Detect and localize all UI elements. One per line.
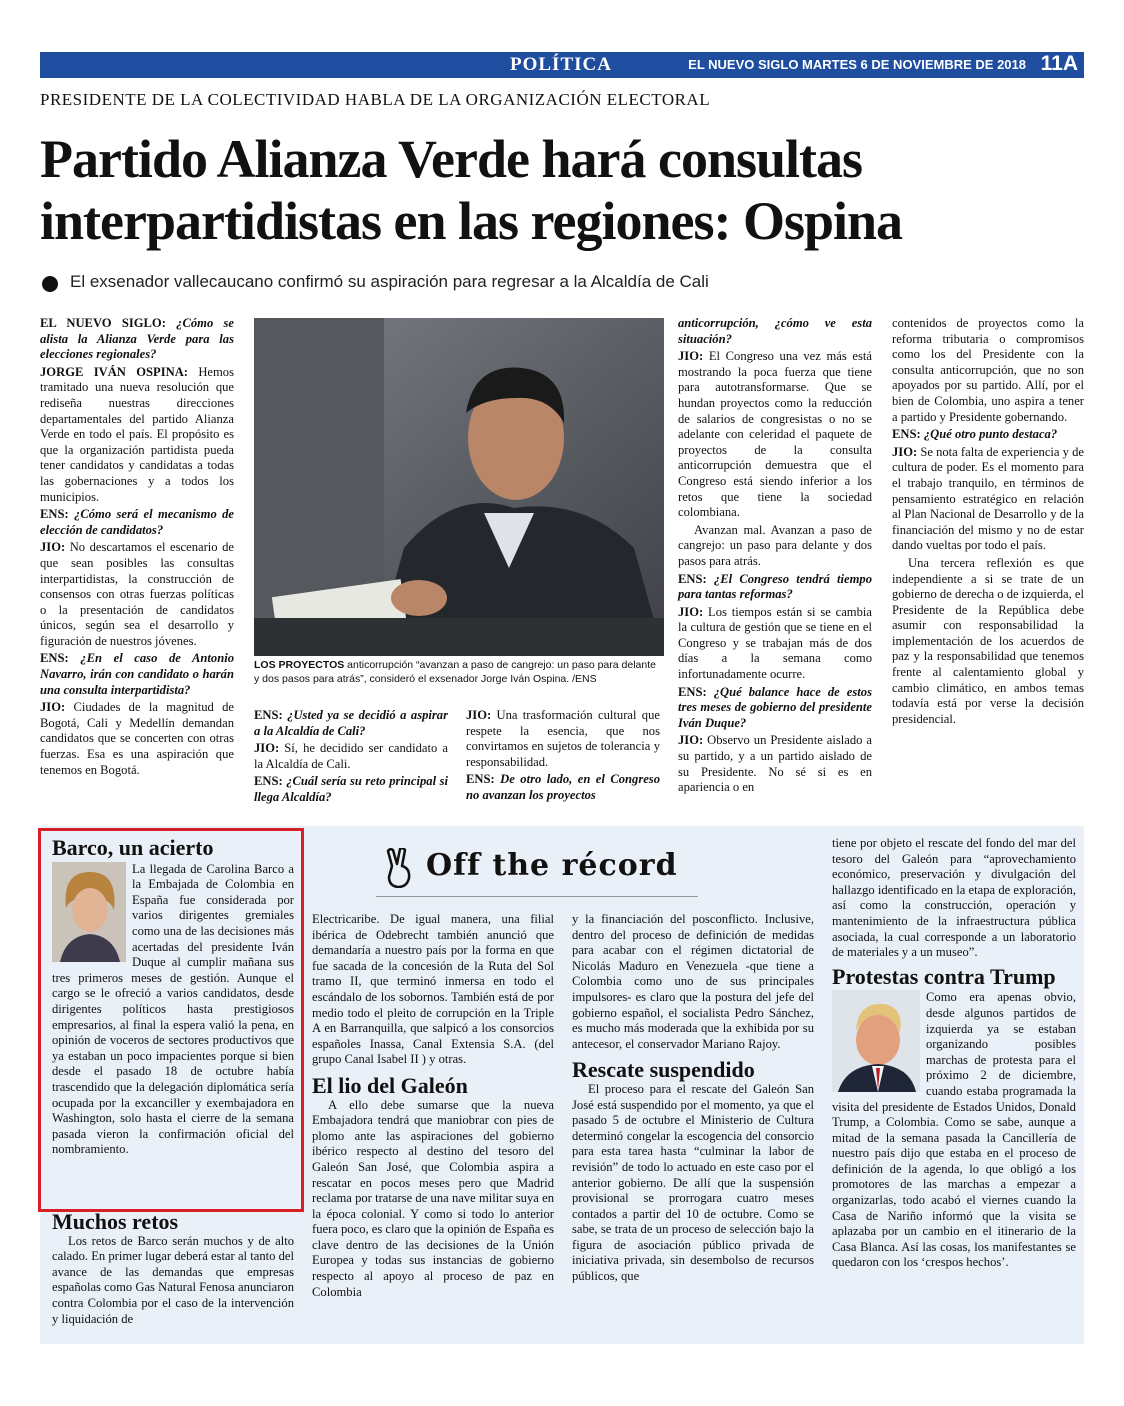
item-title: Protestas contra Trump	[832, 963, 1056, 989]
photo-caption	[254, 658, 664, 686]
article-photo	[254, 318, 664, 656]
speaker-label: JIO:	[678, 349, 704, 364]
title-rule	[376, 896, 698, 897]
off-record-column-3	[572, 912, 814, 1285]
peace-hand-icon	[382, 848, 418, 888]
off-the-record-title: Off the récord	[426, 848, 678, 883]
speaker-label: JIO:	[466, 708, 492, 722]
item-text: y la financiación del posconflicto. Inclusive, dentro del proceso de definición de medidas para acabar con el régimen dictatorial de Nicolás Maduro en Venezuela -que tiene a Colombia como uno de sus principales impulsores- es claro que la postura del jefe del gobierno español, el socialista Pedro Sánchez, es mucho más moderada que la exhibida por su antecesor, el conservador Mariano Rajoy.	[572, 912, 814, 1051]
speaker-label: ENS:	[254, 708, 288, 722]
portrait-image	[832, 990, 920, 1092]
speaker-label: ENS:	[254, 774, 287, 789]
speaker-label: JIO:	[40, 700, 66, 715]
photo-illustration	[254, 318, 664, 656]
speaker-label: JIO:	[678, 733, 704, 748]
speaker-label: ENS:	[40, 651, 81, 666]
answer-text: Se nota falta de experiencia y de cultura de poder. Es el momento para el trabajo tranquilo, en términos de pensamiento estratégico en relación al Plan Nacional de Desarrollo y de la financiación del mismo y no de estar dando vueltas por todo el país.	[892, 444, 1084, 553]
speaker-label: JORGE IVÁN OSPINA:	[40, 364, 188, 379]
retos-item	[52, 1209, 294, 1327]
answer-text: No descartamos el escenario de que sean posibles las consultas interpartidistas, la construcción de consensos con otras fuerzas políticas o la presentación de candidatos únicos, según sea el desarrollo y figuración de nuestros jóvenes.	[40, 540, 234, 648]
answer-text: Los tiempos están si se cambia la cultura de gestión que se tiene en el Congreso y se trabajan más de dos días a la semana como infortunadamente ocurre.	[678, 604, 872, 682]
article-column-5	[892, 316, 1084, 729]
speaker-label: ENS:	[40, 507, 75, 522]
question-text: De otro lado, en el Congreso no avanzan los proyectos	[466, 772, 661, 802]
question-text: ¿El Congreso tendrá tiempo para tantas reformas?	[678, 571, 872, 602]
headline-line-2: interpartidistas en las regiones: Ospina	[40, 191, 903, 251]
article-column-2	[254, 708, 448, 808]
article-kicker: PRESIDENTE DE LA COLECTIVIDAD HABLA DE LA ORGANIZACIÓN ELECTORAL	[40, 90, 711, 109]
item-title: Rescate suspendido	[572, 1057, 755, 1083]
off-record-column-4	[832, 836, 1076, 1271]
question-text: ¿Usted ya se decidió a aspirar a la Alcaldía de Cali?	[254, 708, 448, 738]
answer-text: Una tercera reflexión es que independiente a si se trate de un gobierno de derecha o de izquierda, el Presidente de la República debe asumir con responsabilidad la implementación de los acuerdos de paz y la responsabilidad que tenemos frente al calentamiento global y cambio climático, en ambos temas todavía está por verse la decisión presidencial.	[892, 555, 1084, 726]
barco-portrait	[52, 862, 126, 962]
question-text: ¿Cuál sería su reto principal si llega Alcaldía?	[254, 774, 448, 804]
speaker-label: JIO:	[892, 444, 918, 459]
speaker-label: JIO:	[254, 741, 280, 756]
item-title: Muchos retos	[52, 1209, 179, 1234]
article-column-3	[466, 708, 660, 806]
publication-date: EL NUEVO SIGLO MARTES 6 DE NOVIEMBRE DE 2018	[688, 57, 1026, 72]
headline-line-1: Partido Alianza Verde hará consultas	[40, 129, 863, 189]
item-text: Los retos de Barco serán muchos y de alto calado. En primer lugar deberá estar al tanto del avance de las demandas que empresas españolas como Gas Natural Fenosa anunciaron contra Colombia por el caso de la intervención y liquidación de	[52, 1233, 294, 1326]
speaker-label: ENS:	[678, 684, 714, 699]
item-title: El lio del Galeón	[312, 1072, 468, 1098]
section-name: POLÍTICA	[510, 54, 612, 75]
item-text: Electricaribe. De igual manera, una filial ibérica de Odebrecht también anunció que demandaría a nuestro país por la forma en que fue sacada de la concesión de la Ruta del Sol tramo II, que terminó inmersa en todo el escándalo de los sobornos. También está de por medio todo el pleito de corrupción en la Triple A en Barranquilla, que salpicó a los consorcios españoles Inassa, Canal Extensia S.A. (del grupo Canal Isabel II ) y otras.	[312, 912, 554, 1067]
item-text: A ello debe sumarse que la nueva Embajadora tendrá que maniobrar con pies de plomo ante las aspiraciones del gobierno ibérico respecto al destino del tesoro del Galeón San José, que Colombia aspira a rescatar en pocos meses pero que Madrid reclama por tratarse de una nave militar suya en la época colonial. Y como si todo lo anterior fuera poco, es claro que la opinión de España es clave dentro de las decisiones de la Unión Europea y todas sus instancias de gobierno respecto al apoyo al proceso de paz en Colombia	[312, 1097, 554, 1299]
question-text: ¿Qué otro punto destaca?	[923, 427, 1058, 442]
off-record-column-2	[312, 912, 554, 1300]
item-title: Barco, un acierto	[52, 835, 214, 860]
answer-text: Observo un Presidente aislado a su partido, y a un partido aislado de su Presidente. No sé si es en apariencia o en	[678, 733, 872, 795]
answer-text: El Congreso una vez más está mostrando la poca fuerza que tiene para autotransformarse. Que se hundan proyectos como la reducción de salarios de congresistas o no se adelante con celeridad el paquete de proyectos de la consulta anticorrupción demuestra que el Congreso está siendo inferior a los retos que tiene la sociedad colombiana.	[678, 349, 872, 520]
article-column-4	[678, 316, 872, 798]
answer-text: Una trasformación cultural que respete la esencia, que nos convirtamos en sujetos de tolerancia y responsabilidad.	[466, 708, 660, 769]
article-subhead: El exsenador vallecaucano confirmó su aspiración para regresar a la Alcaldía de Cali	[70, 272, 709, 291]
question-text: anticorrupción, ¿cómo ve esta situación?	[678, 316, 872, 346]
trump-portrait	[832, 990, 920, 1092]
question-text: ¿Qué balance hace de estos tres meses de gobierno del presidente Iván Duque?	[678, 684, 872, 730]
question-text: ¿Cómo será el mecanismo de elección de candidatos?	[40, 507, 235, 537]
answer-text: contenidos de proyectos como la reforma tributaria o compromisos como los del Presidente con la consulta anticorrupción, que no son apoyados por su partido. Allí, por el bien de Colombia, uno aspira a tener a partido y Presidente gobernando.	[892, 316, 1084, 424]
speaker-label: ENS:	[892, 427, 924, 442]
barco-item	[52, 835, 294, 1158]
item-text: La llegada de Carolina Barco a la Embajada de Colombia en España fue considerada por varios dirigentes gremiales como una de las decisiones más acertadas del presidente Iván Duque al cumplir mañana sus tres primeros meses de gestión. Aunque el cargo se le ofreció a varios candidatos, desde dirigentes políticos hasta prestigiosos empresarios, al final la espera valió la pena, en opinión de voceros de sectores productivos que ya estaban un poco impacientes porque si bien desde el pasado 18 de octubre había trascendido que la delegación diplomática sería ocupada por la excanciller y exembajadora en Washington, solo hasta el cierre de la semana pasada vieron la confirmación oficial del nombramiento.	[52, 861, 294, 1157]
speaker-label: ENS:	[678, 571, 714, 586]
item-text: El proceso para el rescate del Galeón San José está suspendido por el momento, ya que el pasado 5 de octubre el Ministerio de Cultura determinó congelar la escogencia del consorcio para esta tarea hasta “culminar la labor de revisión” de todo lo actuado en este caso por el anterior gobierno. De allí que la suspensión provisional se prorrogara cuatro meses contados a partir del 10 de octubre. Como se sabe, se trata de un proceso de selección bajo la figura de asociación público privada de iniciativa privada, sin desembolso de recursos públicos, que	[572, 1081, 814, 1284]
caption-text: anticorrupción “avanzan a paso de cangrejo: un paso para delante y dos pasos para atrás”, consideró el exsenador Jorge Iván Ospina. /ENS	[254, 659, 656, 685]
question-text: ¿En el caso de Antonio Navarro, irán con candidato o harán una consulta interpartidista?	[40, 651, 234, 697]
speaker-label: ENS:	[466, 772, 501, 787]
page-number: 11A	[1040, 52, 1078, 75]
item-text: Como era apenas obvio, desde algunos partidos de izquierda ya se estaban organizando posibles marchas de protesta para el próximo 2 de diciembre, cuando estaba programada la visita del presidente	[832, 990, 1076, 1114]
answer-text: Ciudades de la magnitud de Bogotá, Cali y Medellín demandan candidatos que se concerten con otras fuerzas. Esa es una aspiración que tenemos en Bogotá.	[40, 700, 234, 777]
answer-text: Avanzan mal. Avanzan a paso de cangrejo: un paso para delante y dos pasos para atrás.	[678, 522, 872, 568]
article-column-1	[40, 316, 234, 780]
speaker-label: JIO:	[40, 540, 66, 555]
item-text: tiene por objeto el rescate del fondo del mar del tesoro del Galeón para “aprovechamiento económico, preservación y divulgación del hallazgo identificado en la etapa de exploración, así como la construcción, operación y mantenimiento de la infraestructura pública asociada, la cual corresponde a un laboratorio de materiales y a un museo”.	[832, 836, 1076, 960]
answer-text: Sí, he decidido ser candidato a la Alcaldía de Cali.	[254, 741, 448, 771]
portrait-image	[52, 862, 126, 962]
speaker-label: JIO:	[678, 604, 704, 619]
caption-label: LOS PROYECTOS	[254, 659, 345, 671]
article-headline	[40, 128, 1090, 252]
section-header-bar	[40, 52, 1084, 78]
speaker-label: EL NUEVO SIGLO:	[40, 316, 177, 330]
answer-text: Hemos tramitado una nueva resolución que rediseña nuestras direcciones departamentales del partido Alianza Verde en todo el país. El propósito es que la organización partidista pueda tener candidatos y candidatas a todas las gobernaciones y a todos los municipios.	[40, 364, 234, 504]
question-text: ¿Cómo se alista la Alianza Verde para las elecciones regionales?	[40, 316, 234, 362]
bullet-icon	[42, 276, 58, 292]
item-text: de Estados Unidos, Donald Trump, a Colombia. Como se sabe, aunque a mitad de la semana pasada la Cancillería de nuestro país dijo que estaba en el proceso de definición de la agenda, lo que obligó a los promotores de las marchas a empezar a organizarlas, todo acabó el viernes cuando la Casa de Nariño informó que la visita se aplazaba por un cambio en el itinerario de la Casa Blanca. Así las cosas, los manifestantes se quedaron con los ‘crespos hechos’.	[832, 1099, 1076, 1270]
